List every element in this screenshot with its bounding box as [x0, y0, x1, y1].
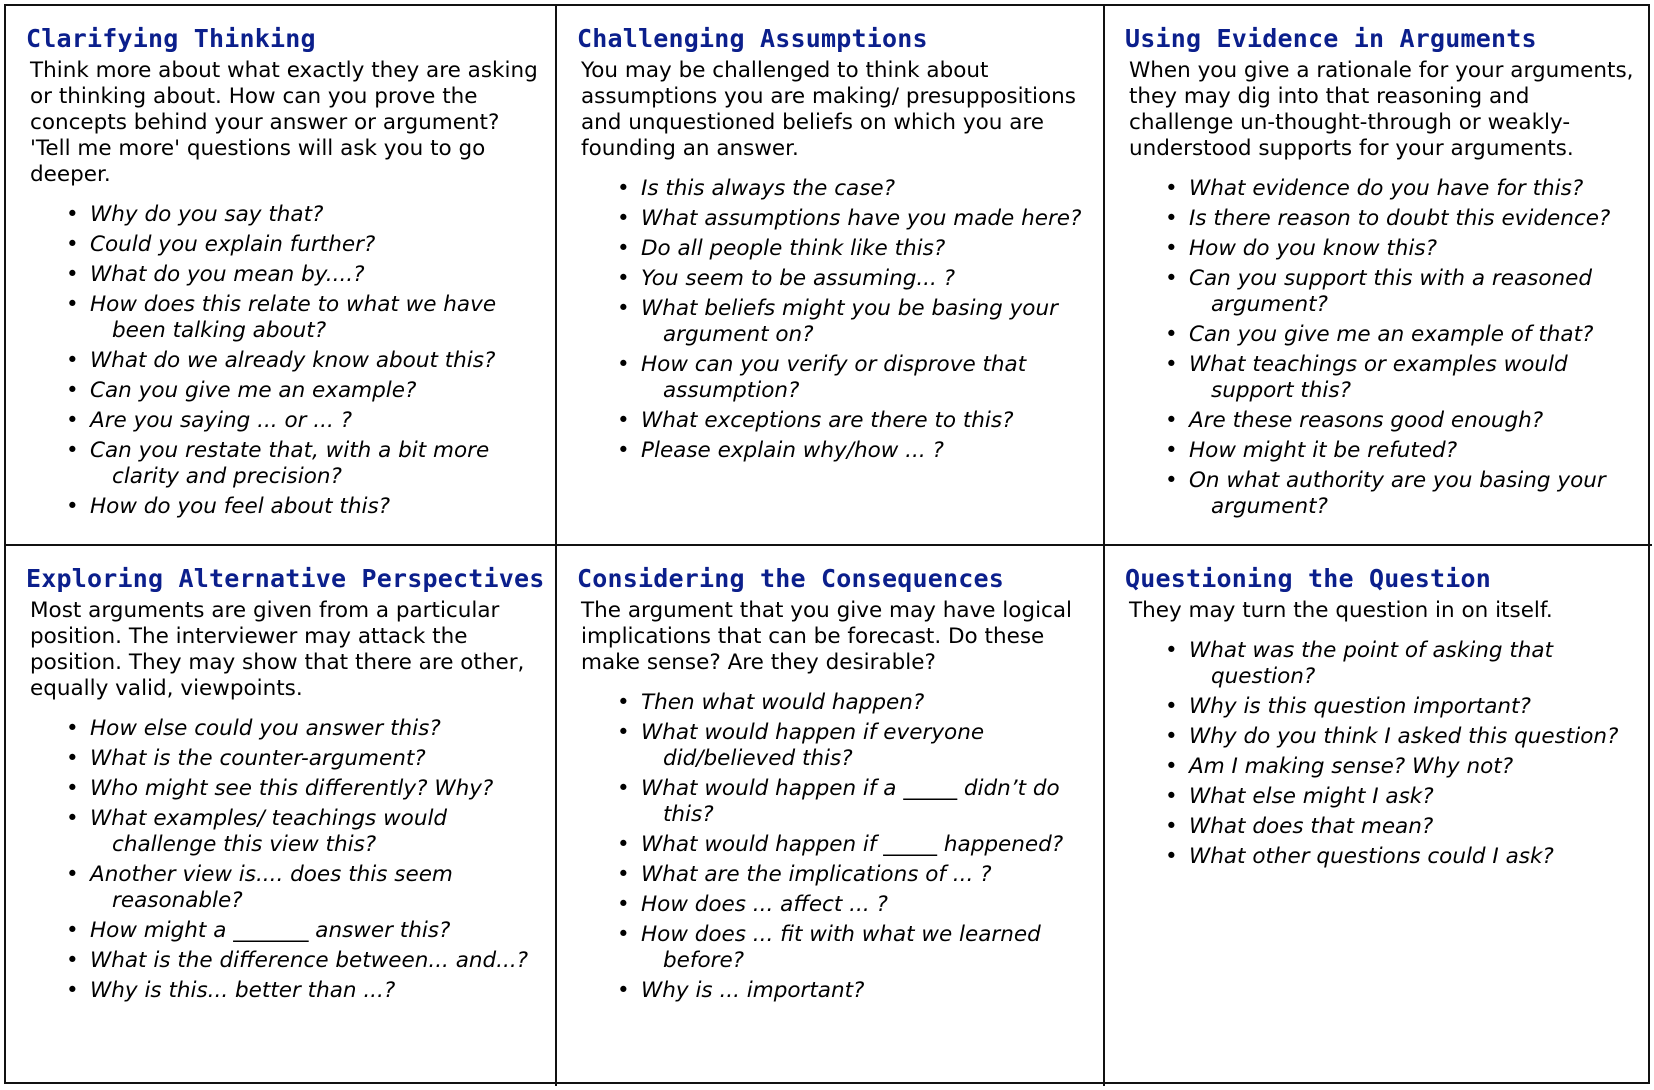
section-considering-consequences [557, 546, 1105, 1086]
section-exploring-perspectives [6, 546, 557, 1086]
list-item: • Can you support this with a reasoned argument? [1125, 266, 1642, 318]
list-item: • What do you mean by....? [26, 262, 545, 288]
list-item: • What is the difference between... and...? [26, 948, 545, 974]
list-item: • What would happen if everyone did/believed this? [577, 720, 1093, 772]
list-item: • Another view is.... does this seem reasonable? [26, 862, 545, 914]
list-item: • Can you give me an example? [26, 378, 545, 404]
section-challenging-assumptions [557, 6, 1105, 546]
section-intro: The argument that you give may have logical implications that can be forecast. Do these make sense? Are they desirable? [581, 598, 1073, 675]
list-item: • What are the implications of ... ? [577, 862, 1093, 888]
list-item: • Who might see this differently? Why? [26, 776, 545, 802]
section-clarifying-thinking [6, 6, 557, 546]
section-intro: Think more about what exactly they are asking or thinking about. How can you prove the concepts behind your answer or argument? 'Tell me more' questions will ask you to go deeper. [30, 58, 538, 187]
section-intro: They may turn the question in on itself. [1129, 598, 1553, 623]
list-item: • What exceptions are there to this? [577, 408, 1093, 434]
list-item: • What beliefs might you be basing your argument on? [577, 296, 1093, 348]
list-item: • What teachings or examples would support this? [1125, 352, 1642, 404]
question-list [577, 176, 1093, 464]
list-item: • Please explain why/how ... ? [577, 438, 1093, 464]
list-item: • Can you give me an example of that? [1125, 322, 1642, 348]
list-item: • Why do you say that? [26, 202, 545, 228]
list-item: • How can you verify or disprove that assumption? [577, 352, 1093, 404]
section-title: Considering the Consequences [577, 564, 1005, 593]
section-title: Using Evidence in Arguments [1125, 24, 1537, 53]
list-item: • Are these reasons good enough? [1125, 408, 1642, 434]
list-item: • What was the point of asking that question? [1125, 638, 1642, 690]
question-list [1125, 176, 1642, 520]
list-item: • Why do you think I asked this question? [1125, 724, 1642, 750]
list-item: • Is there reason to doubt this evidence? [1125, 206, 1642, 232]
list-item: • What would happen if a _____ didn’t do this? [577, 776, 1093, 828]
list-item: • What assumptions have you made here? [577, 206, 1093, 232]
question-list [577, 690, 1093, 1004]
list-item: • Why is this question important? [1125, 694, 1642, 720]
list-item: • What examples/ teachings would challenge this view this? [26, 806, 545, 858]
section-using-evidence [1105, 6, 1652, 546]
list-item: • You seem to be assuming... ? [577, 266, 1093, 292]
list-item: • How might a _______ answer this? [26, 918, 545, 944]
list-item: • What do we already know about this? [26, 348, 545, 374]
list-item: • How do you feel about this? [26, 494, 545, 520]
list-item: • What else might I ask? [1125, 784, 1642, 810]
list-item: • How does ... fit with what we learned before? [577, 922, 1093, 974]
list-item: • Is this always the case? [577, 176, 1093, 202]
section-title: Questioning the Question [1125, 564, 1492, 593]
section-intro: Most arguments are given from a particular position. The interviewer may attack the position. They may show that there are other, equally valid, viewpoints. [30, 598, 525, 701]
list-item: • Why is ... important? [577, 978, 1093, 1004]
section-title: Challenging Assumptions [577, 24, 928, 53]
list-item: • Am I making sense? Why not? [1125, 754, 1642, 780]
section-questioning-question [1105, 546, 1652, 1086]
section-intro: When you give a rationale for your arguments, they may dig into that reasoning and challenge un-thought-through or weakly-understood supports for your arguments. [1129, 58, 1634, 161]
list-item: • How might it be refuted? [1125, 438, 1642, 464]
list-item: • What is the counter-argument? [26, 746, 545, 772]
list-item: • Do all people think like this? [577, 236, 1093, 262]
list-item: • On what authority are you basing your argument? [1125, 468, 1642, 520]
list-item: • How does ... affect ... ? [577, 892, 1093, 918]
section-title: Clarifying Thinking [26, 24, 316, 53]
list-item: • Why is this... better than ...? [26, 978, 545, 1004]
list-item: • Then what would happen? [577, 690, 1093, 716]
list-item: • Can you restate that, with a bit more clarity and precision? [26, 438, 545, 490]
list-item: • What evidence do you have for this? [1125, 176, 1642, 202]
question-list [26, 716, 545, 1004]
list-item: • How do you know this? [1125, 236, 1642, 262]
list-item: • What does that mean? [1125, 814, 1642, 840]
section-intro: You may be challenged to think about assumptions you are making/ presuppositions and unquestioned beliefs on which you are founding an answer. [581, 58, 1076, 161]
list-item: • How does this relate to what we have been talking about? [26, 292, 545, 344]
list-item: • Could you explain further? [26, 232, 545, 258]
list-item: • What would happen if _____ happened? [577, 832, 1093, 858]
list-item: • What other questions could I ask? [1125, 844, 1642, 870]
section-title: Exploring Alternative Perspectives [26, 564, 545, 593]
list-item: • Are you saying ... or ... ? [26, 408, 545, 434]
question-list [26, 202, 545, 520]
question-list [1125, 638, 1642, 870]
list-item: • How else could you answer this? [26, 716, 545, 742]
question-grid [4, 4, 1650, 1084]
